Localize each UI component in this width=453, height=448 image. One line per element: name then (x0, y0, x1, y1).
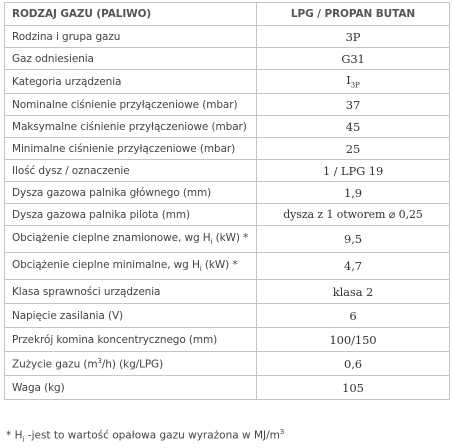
table-row (5, 352, 450, 376)
row-value: G31 (257, 48, 450, 70)
table-header-row (5, 3, 450, 26)
table-row (5, 226, 450, 253)
row-label: Obciążenie cieplne minimalne, wg $H_i$ (kW) * (5, 253, 257, 280)
row-label: Rodzina i grupa gazu (5, 26, 257, 48)
row-label: Minimalne ciśnienie przyłączeniowe (mbar) (5, 138, 257, 160)
table-row (5, 304, 450, 328)
row-label: Maksymalne ciśnienie przyłączeniowe (mbar) (5, 116, 257, 138)
row-label: Klasa sprawności urządzenia (5, 280, 257, 304)
table-row (5, 48, 450, 70)
row-value: dysza z 1 otworem ⌀ 0,25 (257, 204, 450, 226)
table-row (5, 204, 450, 226)
row-label: Nominalne ciśnienie przyłączeniowe (mbar) (5, 94, 257, 116)
row-value: 0,6 (257, 352, 450, 376)
row-label: Zużycie gazu $(m^3/h)$ (kg/LPG) (5, 352, 257, 376)
table-row (5, 280, 450, 304)
table-row (5, 138, 450, 160)
row-label: Ilość dysz / oznaczenie (5, 160, 257, 182)
footnote: * $H_i$ -jest to wartość opałowa gazu wyrażona w $MJ/m^3$ (6, 428, 285, 444)
row-label: Waga (kg) (5, 376, 257, 400)
table-row (5, 182, 450, 204)
row-value: 25 (257, 138, 450, 160)
table-row (5, 116, 450, 138)
table-row (5, 253, 450, 280)
label-subscript: i (199, 265, 202, 274)
row-value: klasa 2 (257, 280, 450, 304)
column-header-gas-type: RODZAJ GAZU (PALIWO) (5, 3, 257, 26)
table-row (5, 376, 450, 400)
label-superscript: 3 (97, 356, 102, 365)
row-value: 105 (257, 376, 450, 400)
row-value: 1,9 (257, 182, 450, 204)
row-label: Kategoria urządzenia (5, 70, 257, 94)
row-value: 6 (257, 304, 450, 328)
table-row (5, 26, 450, 48)
row-value: 4,7 (257, 253, 450, 280)
row-label: Dysza gazowa palnika głównego (mm) (5, 182, 257, 204)
row-value: 1 / LPG 19 (257, 160, 450, 182)
row-label: Napięcie zasilania (V) (5, 304, 257, 328)
footnote-superscript: 3 (279, 428, 285, 436)
row-value: 37 (257, 94, 450, 116)
table-row (5, 328, 450, 352)
row-label: Dysza gazowa palnika pilota (mm) (5, 204, 257, 226)
label-subscript: i (210, 238, 213, 247)
table-row (5, 70, 450, 94)
value-subscript: 3P (350, 81, 360, 90)
table-row (5, 94, 450, 116)
value-main: I (346, 73, 351, 88)
row-label: Obciążenie cieplne znamionowe, wg $H_i$ (kW) * (5, 226, 257, 253)
row-value: 45 (257, 116, 450, 138)
column-header-lpg: LPG / PROPAN BUTAN (257, 3, 450, 26)
row-value (257, 70, 450, 94)
row-value: 100/150 (257, 328, 450, 352)
footnote-subscript: i (22, 435, 25, 444)
table-row (5, 160, 450, 182)
specification-table (4, 2, 450, 400)
row-value: 3P (257, 26, 450, 48)
row-value: 9,5 (257, 226, 450, 253)
row-label: Przekrój komina koncentrycznego (mm) (5, 328, 257, 352)
row-label: Gaz odniesienia (5, 48, 257, 70)
